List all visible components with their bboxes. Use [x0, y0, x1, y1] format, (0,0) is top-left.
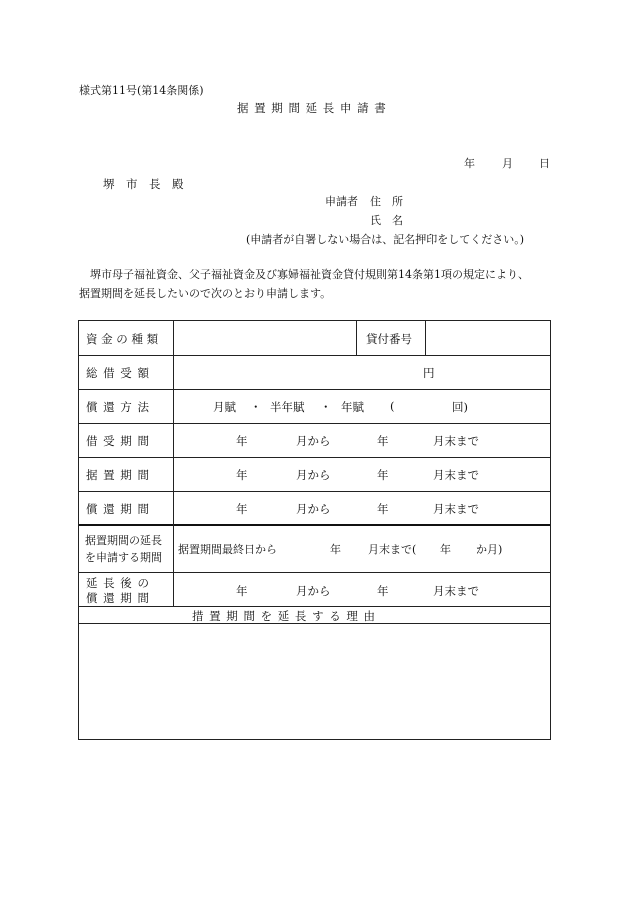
name-label: 氏 名	[370, 214, 403, 227]
extension-from-label: 据置期間最終日から	[178, 543, 277, 556]
extension-label-line-1: 据置期間の延長	[85, 534, 162, 547]
borrow-from-year: 年	[236, 434, 248, 448]
borrow-to-year: 年	[377, 434, 389, 448]
repay-to-year: 年	[377, 502, 389, 516]
repay-to-month: 月末まで	[433, 502, 479, 516]
deferment-to-year: 年	[377, 468, 389, 482]
applicant-label: 申請者	[325, 195, 358, 208]
date-month-label: 月	[502, 157, 513, 170]
deferment-from-month: 月から	[296, 468, 331, 482]
reason-text-area[interactable]	[85, 629, 544, 735]
deferment-to-month: 月末まで	[433, 468, 479, 482]
seal-note: (申請者が自署しない場合は、記名押印をしてください。)	[246, 233, 525, 246]
borrow-period-label: 借 受 期 間	[86, 434, 150, 448]
repay-method-monthly[interactable]: 月賦	[213, 400, 236, 414]
total-loan-field[interactable]	[179, 359, 419, 385]
repay-count-field[interactable]	[399, 393, 449, 419]
deferment-from-year: 年	[236, 468, 248, 482]
extension-months: か月)	[476, 543, 503, 556]
borrow-to-month: 月末まで	[433, 434, 479, 448]
loan-number-label: 貸付番号	[366, 332, 412, 346]
fund-type-field[interactable]	[179, 325, 351, 351]
extension-label-line-2: を申請する期間	[85, 551, 162, 564]
extension-years: 年	[440, 543, 451, 556]
open-paren: (	[390, 399, 395, 413]
after-from-month: 月から	[296, 584, 331, 598]
body-text-line-2: 据置期間を延長したいので次のとおり申請します。	[79, 287, 332, 300]
extension-to-label: 月末まで(	[368, 543, 417, 556]
deferment-period-label: 据 置 期 間	[86, 468, 150, 482]
after-period-label-line-2: 償 還 期 間	[86, 591, 150, 605]
extension-year: 年	[330, 543, 341, 556]
repay-from-month: 月から	[296, 502, 331, 516]
yen-unit: 円	[423, 366, 435, 380]
total-loan-label: 総 借 受 額	[86, 366, 150, 380]
repay-period-label: 償 還 期 間	[86, 502, 150, 516]
repay-method-separator: ・	[320, 400, 332, 414]
after-to-year: 年	[377, 584, 389, 598]
address-label: 住 所	[370, 195, 403, 208]
date-day-label: 日	[539, 157, 550, 170]
repay-from-year: 年	[236, 502, 248, 516]
body-text-line-1: 堺市母子福祉資金、父子福祉資金及び寡婦福祉資金貸付規則第14条第1項の規定により、	[90, 268, 529, 281]
fund-type-label: 資 金 の 種 類	[86, 332, 159, 346]
loan-number-field[interactable]	[431, 325, 545, 351]
after-period-label-line-1: 延 長 後 の	[86, 576, 150, 590]
form-title: 据 置 期 間 延 長 申 請 書	[237, 101, 387, 115]
repay-method-semiannual[interactable]: 半年賦	[270, 400, 305, 414]
borrow-from-month: 月から	[296, 434, 331, 448]
application-table	[78, 320, 551, 740]
addressee: 堺 市 長 殿	[103, 177, 184, 191]
form-number: 様式第11号(第14条関係)	[79, 84, 204, 97]
reason-header: 措 置 期 間 を 延 長 す る 理 由	[192, 609, 377, 623]
after-from-year: 年	[236, 584, 248, 598]
repay-method-separator: ・	[250, 400, 262, 414]
repay-method-annual[interactable]: 年賦	[341, 400, 364, 414]
after-to-month: 月末まで	[433, 584, 479, 598]
repay-method-label: 償 還 方 法	[86, 400, 150, 414]
times-unit: 回)	[452, 400, 468, 414]
date-year-label: 年	[464, 157, 475, 170]
